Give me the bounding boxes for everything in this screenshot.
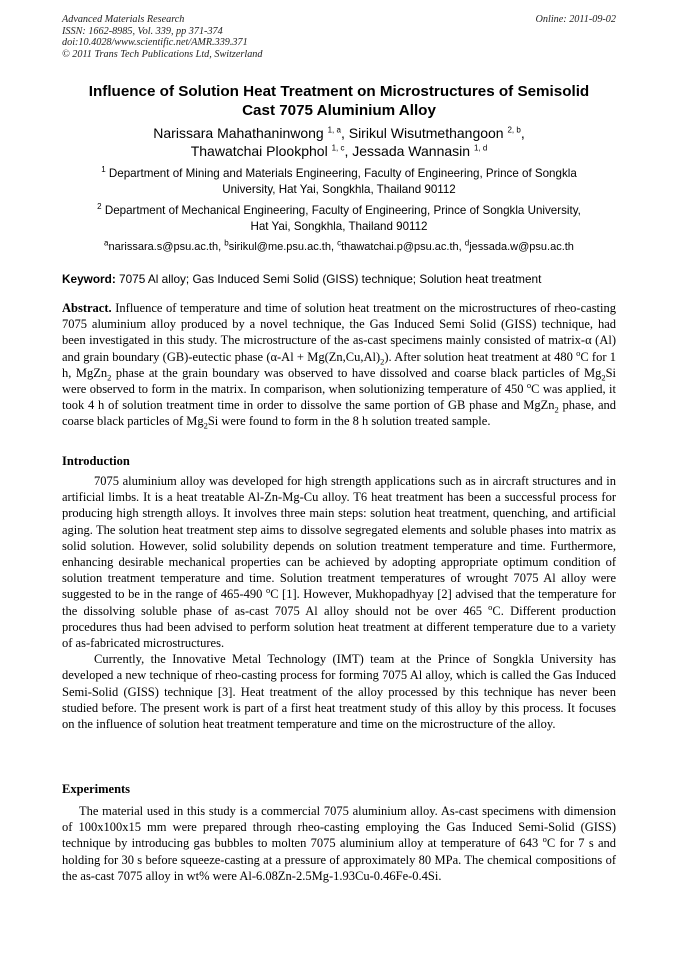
experiments-body (62, 803, 616, 884)
keyword-text: 7075 Al alloy; Gas Induced Semi Solid (GISS) technique; Solution heat treatment (119, 272, 542, 286)
title-line-2: Cast 7075 Aluminium Alloy (242, 102, 436, 119)
affiliation-2-number: 2 (97, 202, 102, 212)
author-4: Jessada Wannasin (352, 143, 471, 160)
author-3-affil: 1, c (331, 143, 345, 153)
introduction-paragraph-1: 7075 aluminium alloy was developed for high strength applications such as in aircraft structures and in artificial limbs. It is a heat treatable Al-Zn-Mg-Cu alloy. T6 heat treatment has been a successful process for producing high strength alloys. It involves three main steps: solution heat treatment, quenching, and artificial aging. The solution heat treatment step aims to dissolve segregated elements and soluble phases into matrix as solid solution. However, solid solubility depends on solution treatment temperature and time. Furthermore, enhancing desirable mechanical properties can be achieved by adopting appropriate optimum condition of solution treatment temperature and time. Solution treatment temperatures of wrought 7075 Al alloy were suggested to be in the range of 465-490 $^o$C [1]. However, Mukhopadhyay [2] advised that the temperature for the dissolving soluble phase of as-cast 7075 Al alloy should not be over 465 $^o$C. Different production procedures thus had been advised to perform solution heat treatment at different temperature due to a variety of as-fabricated microstructures. (62, 474, 616, 651)
email-b[interactable]: sirikul@me.psu.ac.th, (228, 241, 334, 253)
introduction-paragraph-2: Currently, the Innovative Metal Technology (IMT) team at the Prince of Songkla University has developed a new technique of rheo-casting process for forming 7075 Al alloy, which is called the Gas Induced Semi-Solid (GISS) technique [3]. Heat treatment of the alloy processed by this technique has never been studied before. The present work is part of a first heat treatment study of this alloy by this process. It focuses on the influence of solution heat treatment temperature and time on the microstructure of the alloy. (62, 652, 616, 732)
affiliation-2-line-1: Department of Mechanical Engineering, Faculty of Engineering, Prince of Songkla University, (104, 204, 581, 217)
copyright-line: © 2011 Trans Tech Publications Ltd, Switzerland (62, 48, 263, 60)
title-line-1: Influence of Solution Heat Treatment on Microstructures of Semisolid (88, 83, 590, 100)
abstract-label: Abstract. (62, 301, 112, 315)
doi-line[interactable]: doi:10.4028/www.scientific.net/AMR.339.371 (62, 37, 248, 49)
introduction-body (62, 473, 616, 732)
author-list: Narissara Mahathaninwong $^{1, a}$, Sirikul Wisutmethangoon $^{2, b}$, Thawatchai Plookphol $^{1, c}$, Jessada Wannasin $^{1, d}$ (153, 125, 525, 160)
online-date: Online: 2011-09-02 (535, 14, 616, 25)
affiliation-2 (62, 203, 616, 235)
affiliation-1 (62, 166, 616, 198)
introduction-heading: Introduction (62, 454, 130, 468)
email-a[interactable]: narissara.s@psu.ac.th, (108, 241, 222, 253)
affiliation-1-line-2: University, Hat Yai, Songkhla, Thailand 90112 (222, 182, 456, 196)
author-4-affil: 1, d (473, 143, 488, 153)
email-list: $^a$narissara.s@psu.ac.th, $^b$sirikul@me.psu.ac.th, $^c$thawatchai.p@psu.ac.th, $^d$jessada.w@psu.ac.th (104, 238, 574, 253)
abstract-text: Influence of temperature and time of solution heat treatment on the microstructures of rheo-casting 7075 aluminium alloy produced by a novel technique, the Gas Induced Semi Solid (GISS) technique, had been investigated in this study. The microstructure of the as-cast specimens mainly consisted of matrix-α (Al) and grain boundary (GB)-eutectic phase (α-Al + Mg(Zn,Cu,Al) (62, 301, 616, 364)
issn-line: ISSN: 1662-8985, Vol. 339, pp 371-374 (62, 25, 223, 37)
keyword-label: Keyword: (62, 272, 116, 286)
author-2: Sirikul Wisutmethangoon (348, 125, 504, 141)
author-1-affil: 1, a (327, 125, 341, 135)
affiliation-1-number: 1 (101, 165, 106, 175)
author-3: Thawatchai Plookphol (190, 143, 328, 160)
affiliation-1-line-1: Department of Mining and Materials Engineering, Faculty of Engineering, Prince of Songkla (108, 167, 577, 180)
email-d[interactable]: jessada.w@psu.ac.th (469, 241, 574, 253)
email-c[interactable]: thawatchai.p@psu.ac.th, (341, 241, 462, 253)
author-2-affil: 2, b (507, 125, 521, 135)
journal-header (62, 14, 616, 60)
journal-name: Advanced Materials Research (62, 14, 185, 25)
experiments-heading: Experiments (62, 782, 131, 796)
paper-title (62, 82, 616, 120)
affiliation-2-line-2: Hat Yai, Songkhla, Thailand 90112 (250, 219, 428, 233)
keywords (62, 272, 616, 287)
experiments-paragraph-1: The material used in this study is a commercial 7075 aluminium alloy. As-cast specimens with dimension of 100x100x15 mm were prepared through rheo-casting employing the Gas Induced Semi-Solid (GISS) technique by introducing gas bubbles to molten 7075 aluminium alloy at temperature of 643 $^o$C for 7 s and holding for 30 s before squeeze-casting at a pressure of approximately 80 MPa. The chemical compositions of the as-cast 7075 alloy in wt% were Al-6.08Zn-2.5Mg-1.93Cu-0.46Fe-0.4Si. (62, 804, 617, 883)
abstract: Abstract. Influence of temperature and time of solution heat treatment on the microstructures of rheo-casting 7075 aluminium alloy produced by a novel technique, the Gas Induced Semi Solid (GISS) technique, had been investigated in this study. The microstructure of the as-cast specimens mainly consisted of matrix-α (Al) and grain boundary (GB)-eutectic phase $(\alpha-Al + Mg(Zn,Cu,Al)_2)$. After solution heat treatment at 480 $^o$C for 1 h, MgZn$_2$ phase at the grain boundary was observed to have dissolved and coarse black particles of $Mg_2Si$ were observed to form in the matrix. In comparison, when solutionizing temperature of 450 $^o$C was applied, it took 4 h of solution treatment time in order to dissolve the same portion of GB phase and MgZn$_2$ phase, and coarse black particles of $Mg_2Si$ were found to form in the 8 h solution treated sample. (62, 301, 617, 431)
author-1: Narissara Mahathaninwong (153, 125, 324, 141)
